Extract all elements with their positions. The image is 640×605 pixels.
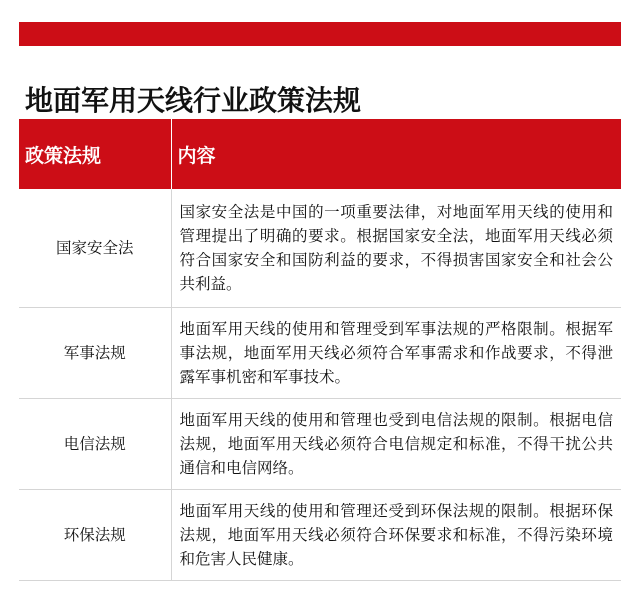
policy-name: 电信法规 [19,398,171,489]
policy-content: 国家安全法是中国的一项重要法律，对地面军用天线的使用和管理提出了明确的要求。根据国家安全法，地面军用天线必须符合国家安全和国防利益的要求，不得损害国家安全和社会公共利益。 [171,189,621,307]
policy-name: 国家安全法 [19,189,171,307]
policy-table [19,119,621,581]
top-accent-bar [19,22,621,46]
policy-content: 地面军用天线的使用和管理受到军事法规的严格限制。根据军事法规，地面军用天线必须符合军事需求和作战要求，不得泄露军事机密和军事技术。 [171,307,621,398]
policy-name: 环保法规 [19,489,171,580]
policy-content: 地面军用天线的使用和管理还受到环保法规的限制。根据环保法规，地面军用天线必须符合环保要求和标准，不得污染环境和危害人民健康。 [171,489,621,580]
policy-name: 军事法规 [19,307,171,398]
table-row [19,489,621,580]
header-policy: 政策法规 [19,119,171,189]
table-row [19,398,621,489]
header-content: 内容 [171,119,621,189]
page-title: 地面军用天线行业政策法规 [25,83,362,117]
table-row [19,189,621,307]
table-row [19,307,621,398]
policy-content: 地面军用天线的使用和管理也受到电信法规的限制。根据电信法规，地面军用天线必须符合电信规定和标准，不得干扰公共通信和电信网络。 [171,398,621,489]
table-header-row [19,119,621,189]
